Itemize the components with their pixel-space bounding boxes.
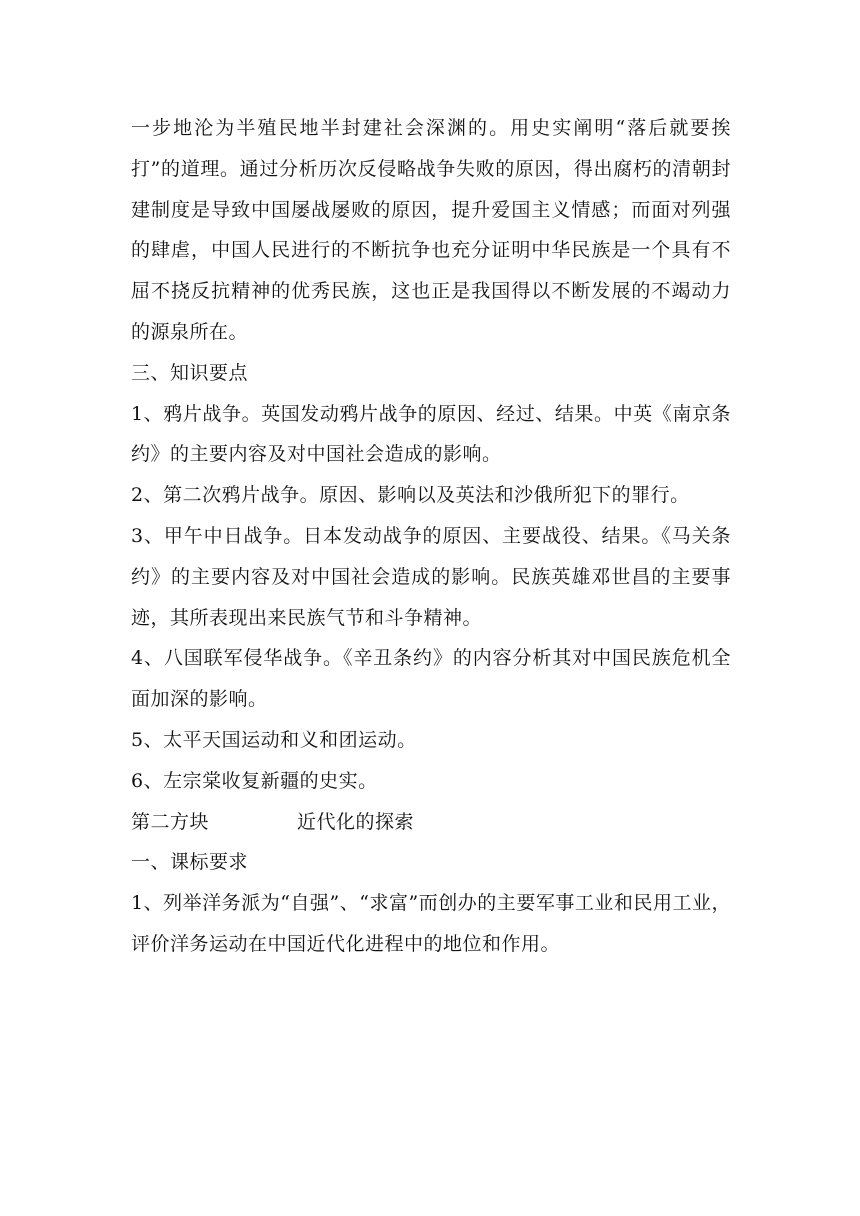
knowledge-item-6: 6、左宗棠收复新疆的史实。 bbox=[131, 769, 378, 792]
heading-knowledge-points: 三、知识要点 bbox=[131, 361, 249, 384]
knowledge-item-2: 2、第二次鸦片战争。原因、影响以及英法和沙俄所犯下的罪行。 bbox=[131, 484, 690, 507]
knowledge-item-3: 3、甲午中日战争。日本发动战争的原因、主要战役、结果。《马关条约》的主要内容及对中国社会造成的影响。民族英雄邓世昌的主要事迹，其所表现出来民族气节和斗争精神。 bbox=[131, 524, 731, 629]
section-heading bbox=[131, 802, 731, 843]
knowledge-item-4: 4、八国联军侵华战争。《辛丑条约》的内容分析其对中国民族危机全面加深的影响。 bbox=[131, 647, 731, 711]
knowledge-item-5: 5、太平天国运动和义和团运动。 bbox=[131, 728, 417, 751]
section-title: 近代化的探索 bbox=[297, 810, 415, 833]
intro-paragraph: 一步地沦为半殖民地半封建社会深渊的。用史实阐明“落后就要挨打”的道理。通过分析历次反侵略战争失败的原因，得出腐朽的清朝封建制度是导致中国屡战屡败的原因，提升爱国主义情感；而面对列强的肆虐，中国人民进行的不断抗争也充分证明中华民族是一个具有不屈不挠反抗精神的优秀民族，这也正是我国得以不断发展的不竭动力的源泉所在。 bbox=[131, 117, 731, 343]
section-label: 第二方块 bbox=[131, 810, 210, 833]
knowledge-item-1: 1、鸦片战争。英国发动鸦片战争的原因、经过、结果。中英《南京条约》的主要内容及对中国社会造成的影响。 bbox=[131, 402, 731, 466]
heading-curriculum-requirements: 一、课标要求 bbox=[131, 851, 249, 874]
requirement-item-1: 1、列举洋务派为“自强”、“求富”而创办的主要军事工业和民用工业，评价洋务运动在中国近代化进程中的地位和作用。 bbox=[131, 892, 731, 955]
document-page bbox=[131, 108, 731, 965]
